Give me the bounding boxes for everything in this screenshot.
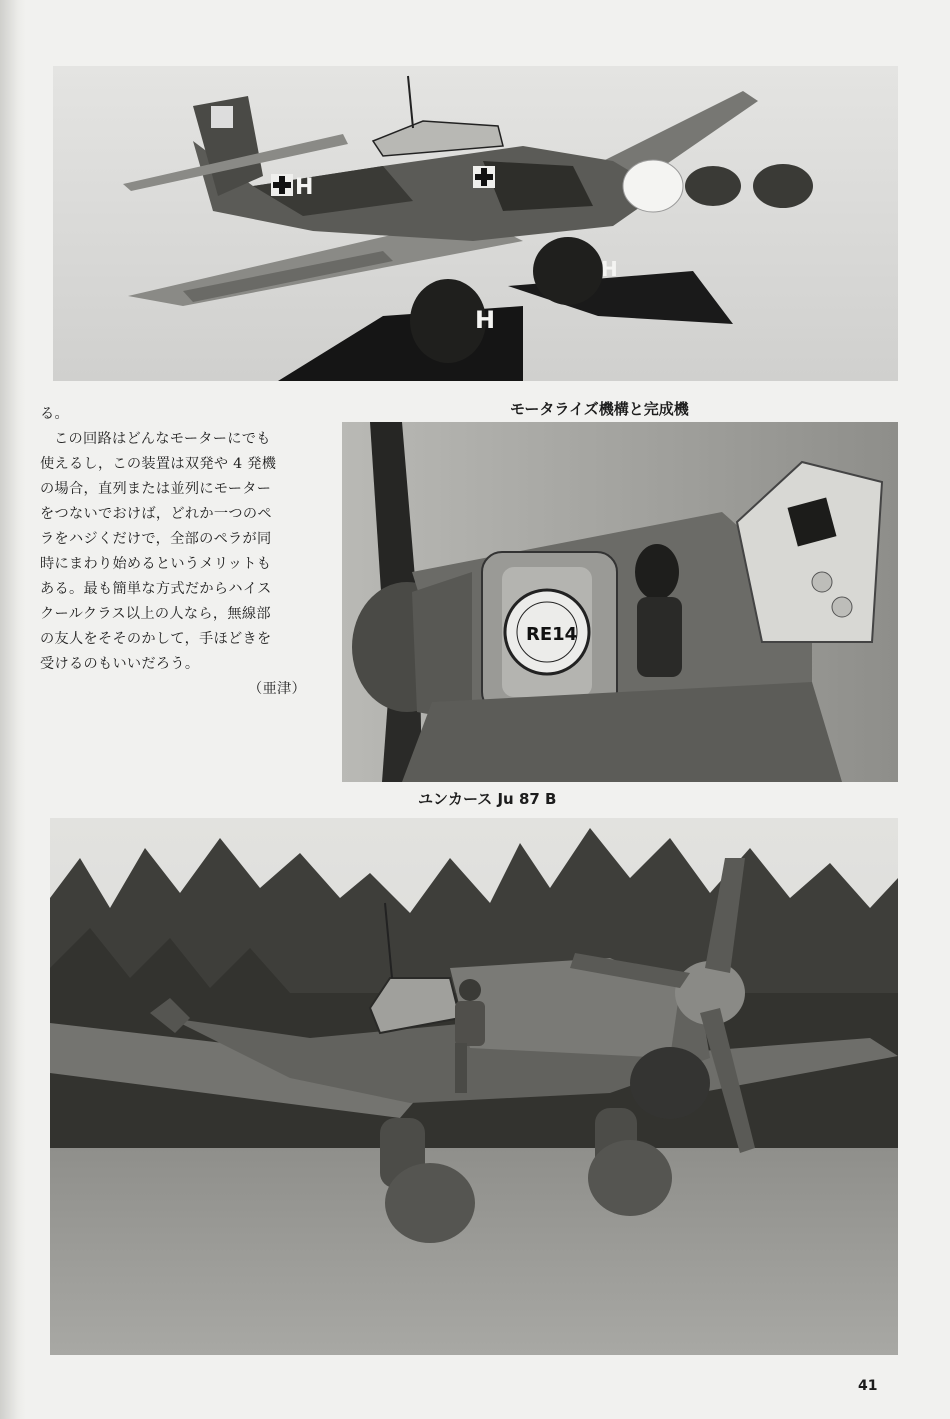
text-line: クールクラス以上の人なら，無線部 [40,606,271,622]
svg-text:H: H [295,175,314,200]
caption-ju87-photo: ユンカース Ju 87 B [418,790,557,808]
engine-cutaway-photo [342,422,898,782]
text-line: ラをハジくだけで，全部のペラが同 [40,531,272,547]
text-line: この回路はどんなモーターにでも [54,431,271,447]
text-line: る。 [40,406,69,422]
text-line: 受けるのもいいだろう。 [40,656,200,672]
author-signature: （亜津） [248,681,306,697]
text-line: の場合，直列または並列にモーター [40,481,272,497]
svg-text:H: H [601,257,618,281]
page-binding-shadow [0,0,26,1419]
text-line: の友人をそそのかして，手ほどきを [40,631,272,647]
ju87-field-photo [50,818,898,1355]
text-line: をつないでおけば，どれか一つのペ [40,506,272,522]
text-line: 使えるし，この装置は双発や 4 発機 [40,456,277,472]
svg-text:H: H [475,306,496,334]
caption-model-photo: モータライズ機構と完成機 [510,400,689,418]
text-line: ある。最も簡単な方式だからハイス [40,581,272,597]
article-text [40,402,318,702]
model-aircraft-photo [53,66,898,381]
page-number: 41 [858,1378,878,1394]
text-line: 時にまわり始めるというメリットも [40,556,272,572]
motor-label: RE14 [526,624,578,645]
